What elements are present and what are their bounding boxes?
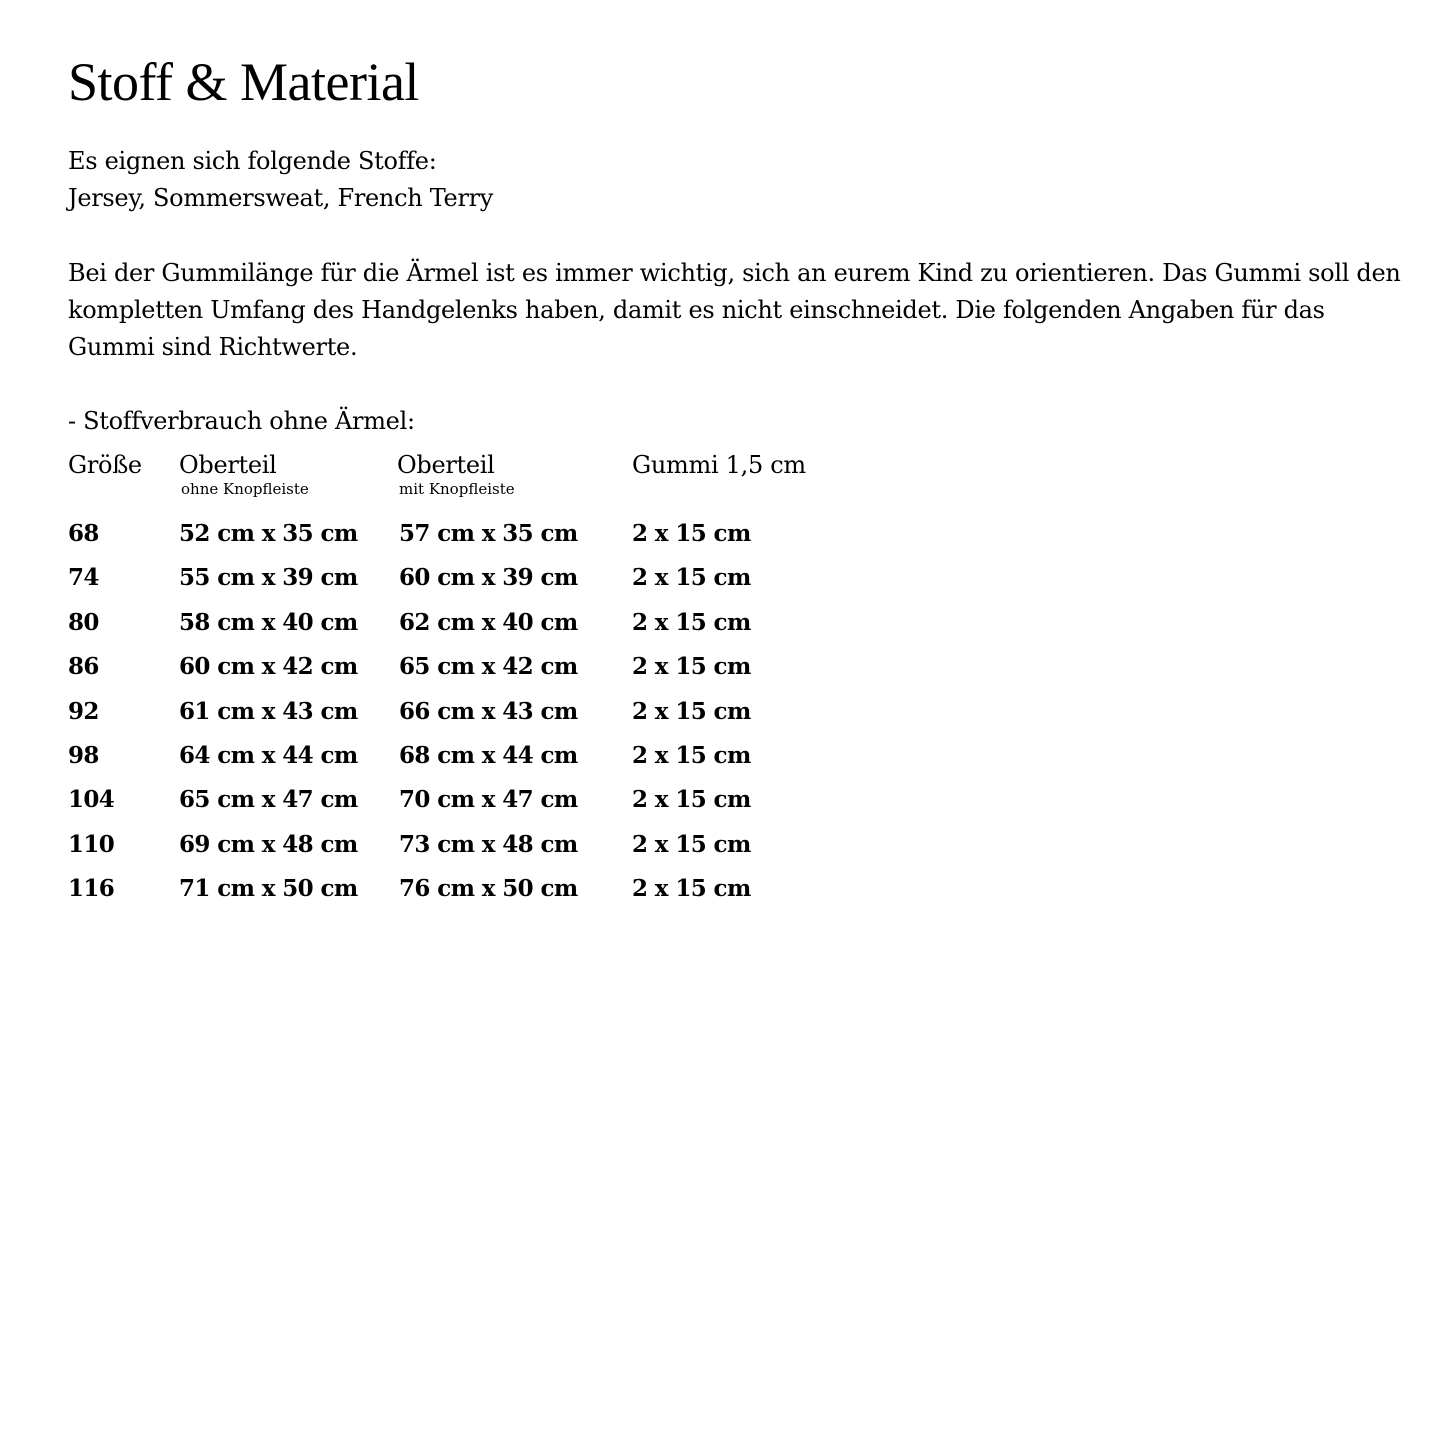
table-row bbox=[68, 780, 968, 824]
cell-top-without: 58 cm x 40 cm bbox=[179, 608, 358, 636]
page-title: Stoff & Material bbox=[68, 52, 419, 112]
cell-top-with: 70 cm x 47 cm bbox=[399, 786, 578, 814]
table-row bbox=[68, 603, 968, 647]
table-row bbox=[68, 692, 968, 736]
header-gummi-label: Gummi 1,5 cm bbox=[632, 451, 806, 479]
elastic-note: Bei der Gummilänge für die Ärmel ist es immer wichtig, sich an eurem Kind zu orientieren. Das Gummi soll den kompletten Umfang des Handgelenks haben, damit es nicht einschneidet. Die folgenden Angaben für das Gummi sind Richtwerte. bbox=[68, 259, 1401, 361]
usage-heading: - Stoffverbrauch ohne Ärmel: bbox=[68, 407, 415, 435]
cell-top-with: 62 cm x 40 cm bbox=[399, 608, 578, 636]
cell-top-without: 60 cm x 42 cm bbox=[179, 653, 358, 681]
table-row bbox=[68, 825, 968, 869]
cell-top-with: 73 cm x 48 cm bbox=[399, 830, 578, 858]
cell-top-without: 69 cm x 48 cm bbox=[179, 830, 358, 858]
cell-top-with: 76 cm x 50 cm bbox=[399, 875, 578, 903]
cell-size: 116 bbox=[68, 875, 115, 903]
cell-top-without: 55 cm x 39 cm bbox=[179, 564, 358, 592]
fabric-list: Jersey, Sommersweat, French Terry bbox=[68, 184, 494, 212]
cell-top-without: 64 cm x 44 cm bbox=[179, 741, 358, 769]
cell-top-without: 52 cm x 35 cm bbox=[179, 520, 358, 547]
cell-top-without: 61 cm x 43 cm bbox=[179, 697, 358, 725]
cell-gummi: 2 x 15 cm bbox=[632, 741, 751, 769]
header-size bbox=[68, 448, 142, 482]
cell-size: 92 bbox=[68, 697, 99, 725]
cell-size: 86 bbox=[68, 653, 99, 681]
cell-gummi: 2 x 15 cm bbox=[632, 786, 751, 814]
cell-gummi: 2 x 15 cm bbox=[632, 875, 751, 903]
cell-size: 110 bbox=[68, 830, 115, 858]
header-top-with-placket bbox=[397, 448, 515, 498]
table-row bbox=[68, 558, 968, 602]
cell-top-with: 57 cm x 35 cm bbox=[399, 520, 578, 547]
header-top-with-label: Oberteil bbox=[397, 451, 495, 479]
table-body bbox=[68, 514, 968, 914]
table-header bbox=[68, 448, 968, 510]
header-top-without-placket bbox=[179, 448, 309, 498]
table-row bbox=[68, 869, 968, 913]
cell-size: 68 bbox=[68, 520, 99, 547]
header-top-without-label: Oberteil bbox=[179, 451, 277, 479]
header-top-without-sublabel: ohne Knopfleiste bbox=[181, 480, 309, 498]
cell-size: 74 bbox=[68, 564, 99, 592]
cell-top-with: 68 cm x 44 cm bbox=[399, 741, 578, 769]
cell-top-without: 65 cm x 47 cm bbox=[179, 786, 358, 814]
cell-gummi: 2 x 15 cm bbox=[632, 608, 751, 636]
cell-gummi: 2 x 15 cm bbox=[632, 697, 751, 725]
cell-size: 98 bbox=[68, 741, 99, 769]
cell-top-with: 65 cm x 42 cm bbox=[399, 653, 578, 681]
cell-size: 104 bbox=[68, 786, 115, 814]
table-row bbox=[68, 647, 968, 691]
header-size-label: Größe bbox=[68, 451, 142, 479]
header-gummi bbox=[632, 448, 806, 482]
table-row bbox=[68, 736, 968, 780]
header-top-with-sublabel: mit Knopfleiste bbox=[399, 480, 515, 498]
cell-gummi: 2 x 15 cm bbox=[632, 653, 751, 681]
cell-size: 80 bbox=[68, 608, 99, 636]
fabric-usage-table bbox=[68, 448, 968, 903]
cell-gummi: 2 x 15 cm bbox=[632, 830, 751, 858]
fabric-intro-line: Es eignen sich folgende Stoffe: bbox=[68, 147, 437, 175]
fabric-intro bbox=[68, 143, 1408, 217]
cell-top-without: 71 cm x 50 cm bbox=[179, 875, 358, 903]
cell-gummi: 2 x 15 cm bbox=[632, 564, 751, 592]
cell-top-with: 60 cm x 39 cm bbox=[399, 564, 578, 592]
cell-gummi: 2 x 15 cm bbox=[632, 520, 751, 547]
cell-top-with: 66 cm x 43 cm bbox=[399, 697, 578, 725]
table-row bbox=[68, 514, 968, 558]
